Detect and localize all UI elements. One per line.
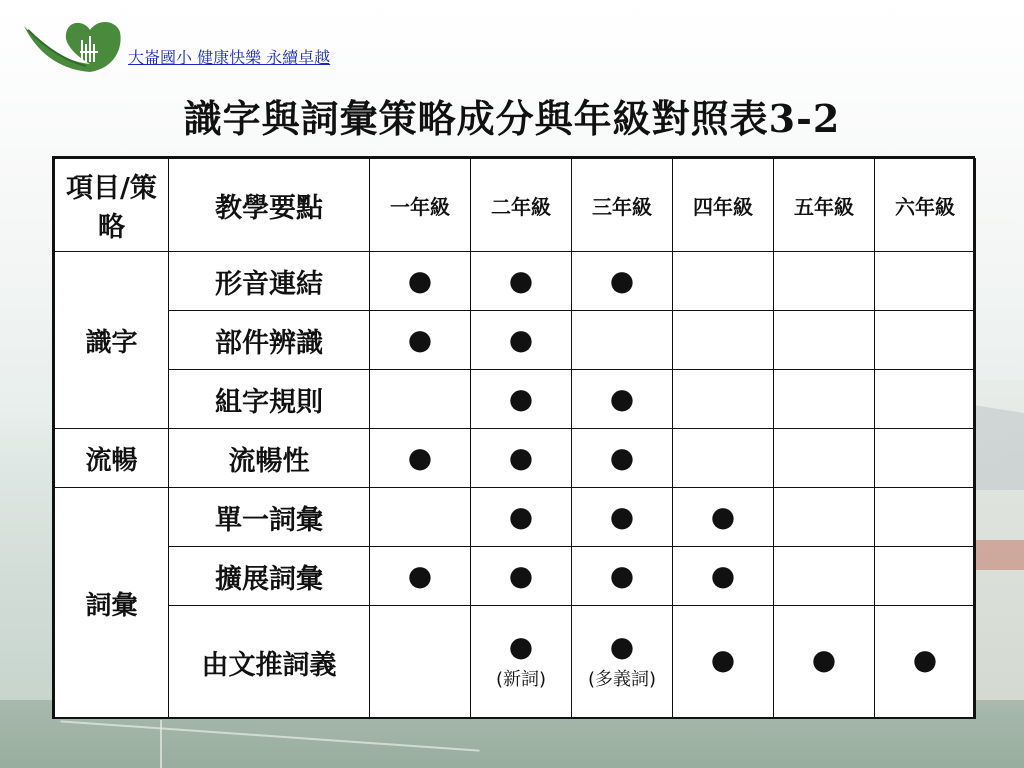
grade-cell <box>673 311 774 370</box>
grade-cell <box>572 488 673 547</box>
header-grade-5: 五年級 <box>774 159 875 252</box>
grade-cell <box>774 252 875 311</box>
cell-note: (新詞) <box>495 669 547 690</box>
check-dot-icon: ● <box>710 500 736 533</box>
grade-cell <box>370 606 471 719</box>
grade-cell <box>875 429 976 488</box>
grade-cell <box>572 311 673 370</box>
grade-cell <box>673 370 774 429</box>
item-cell: 形音連結 <box>169 252 370 311</box>
check-dot-icon: ● <box>407 323 433 356</box>
check-dot-icon: ● <box>609 500 635 533</box>
grade-cell <box>875 547 976 606</box>
grade-cell <box>774 429 875 488</box>
table-row <box>55 488 976 547</box>
grade-cell <box>673 547 774 606</box>
grade-cell <box>572 252 673 311</box>
check-dot-icon: ● <box>710 559 736 592</box>
table-row <box>55 370 976 429</box>
item-cell: 單一詞彙 <box>169 488 370 547</box>
header-teaching-focus: 教學要點 <box>169 159 370 252</box>
heart-leaf-logo-icon <box>20 18 124 74</box>
grade-cell <box>572 429 673 488</box>
header-category: 項目/策略 <box>55 159 169 252</box>
check-dot-icon: ● <box>407 264 433 297</box>
check-dot-icon: ● <box>508 441 534 474</box>
grade-cell <box>875 370 976 429</box>
item-cell: 部件辨識 <box>169 311 370 370</box>
grade-cell <box>875 252 976 311</box>
grade-cell <box>875 606 976 719</box>
grade-cell <box>673 488 774 547</box>
grade-cell <box>471 252 572 311</box>
item-cell: 擴展詞彙 <box>169 547 370 606</box>
check-dot-icon: ● <box>609 264 635 297</box>
grade-cell <box>774 547 875 606</box>
check-dot-icon: ● <box>609 382 635 415</box>
grade-cell <box>471 547 572 606</box>
check-dot-icon: ● <box>508 264 534 297</box>
grade-cell <box>471 429 572 488</box>
table-row <box>55 429 976 488</box>
grade-cell <box>471 370 572 429</box>
header-grade-2: 二年級 <box>471 159 572 252</box>
cell-note: (多義詞) <box>587 669 657 690</box>
grade-cell <box>875 311 976 370</box>
grade-cell <box>774 370 875 429</box>
grade-cell <box>875 488 976 547</box>
header-grade-4: 四年級 <box>673 159 774 252</box>
page-title: 識字與詞彙策略成分與年級對照表3-2 <box>183 96 841 141</box>
grade-cell <box>370 547 471 606</box>
table-row <box>55 252 976 311</box>
item-cell: 流暢性 <box>169 429 370 488</box>
check-dot-icon: ● <box>609 630 635 663</box>
grade-cell <box>673 606 774 719</box>
table-row <box>55 311 976 370</box>
grade-cell <box>673 429 774 488</box>
item-cell: 組字規則 <box>169 370 370 429</box>
category-cell: 流暢 <box>55 429 169 488</box>
grade-cell <box>370 370 471 429</box>
grade-cell <box>471 488 572 547</box>
grade-cell <box>572 547 673 606</box>
grade-cell <box>370 252 471 311</box>
grade-cell <box>370 429 471 488</box>
check-dot-icon: ● <box>811 643 837 676</box>
check-dot-icon: ● <box>508 559 534 592</box>
grade-cell <box>572 606 673 719</box>
grade-cell <box>673 252 774 311</box>
strategy-grade-table <box>52 156 975 719</box>
category-cell: 詞彙 <box>55 488 169 719</box>
grade-cell <box>774 488 875 547</box>
check-dot-icon: ● <box>508 500 534 533</box>
grade-cell <box>774 311 875 370</box>
grade-cell <box>471 606 572 719</box>
check-dot-icon: ● <box>407 559 433 592</box>
field-line <box>160 720 162 768</box>
table-row <box>55 547 976 606</box>
grade-cell <box>572 370 673 429</box>
header-grade-3: 三年級 <box>572 159 673 252</box>
check-dot-icon: ● <box>710 643 736 676</box>
check-dot-icon: ● <box>508 323 534 356</box>
check-dot-icon: ● <box>508 382 534 415</box>
check-dot-icon: ● <box>609 441 635 474</box>
item-cell: 由文推詞義 <box>169 606 370 719</box>
check-dot-icon: ● <box>912 643 938 676</box>
grade-cell <box>370 488 471 547</box>
check-dot-icon: ● <box>407 441 433 474</box>
header-grade-1: 一年級 <box>370 159 471 252</box>
grade-cell <box>774 606 875 719</box>
check-dot-icon: ● <box>609 559 635 592</box>
table-row <box>55 606 976 719</box>
header-grade-6: 六年級 <box>875 159 976 252</box>
school-motto-link[interactable]: 大崙國小 健康快樂 永續卓越 <box>128 48 331 67</box>
grade-cell <box>471 311 572 370</box>
grade-cell <box>370 311 471 370</box>
category-cell: 識字 <box>55 252 169 429</box>
check-dot-icon: ● <box>508 630 534 663</box>
